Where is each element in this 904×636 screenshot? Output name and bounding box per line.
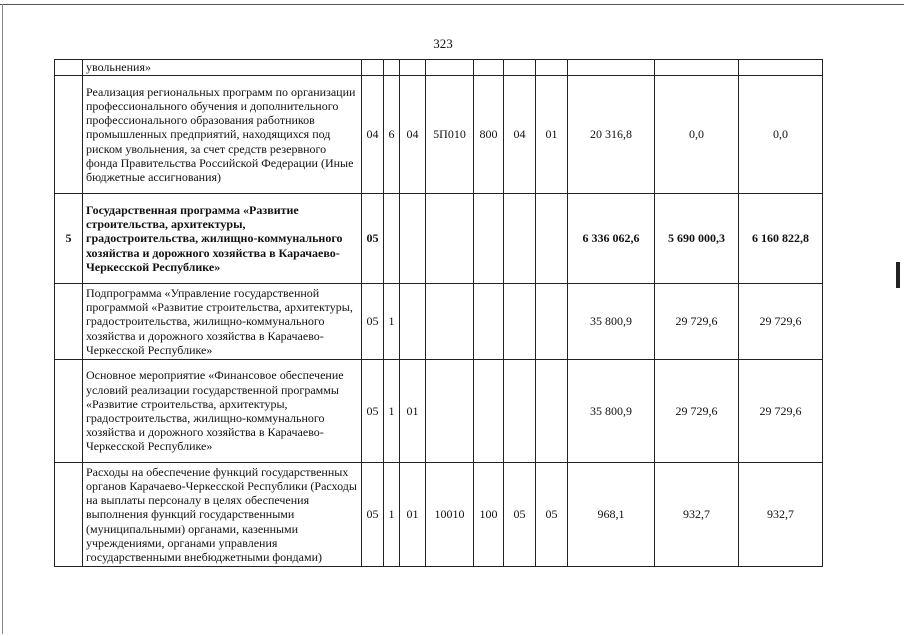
amount-year-2: 932,7 [655,463,739,567]
row-description: Расходы на обеспечение функций государственных органов Карачаево-Черкесской Республики (Расходы на выплаты персоналу в целях обеспечения выполнения функций государственными (муниципальными) органами, казенными учреждениями, органами управления государственными внебюджетными фондами) [83,463,362,567]
row-description: Реализация региональных программ по организации профессионального обучения и дополнительного профессионального образования работников промышленных предприятий, находящихся под риском увольнения, за счет средств резервного фонда Правительства Российской Федерации (Иные бюджетные ассигнования) [83,76,362,194]
code-subsection: 05 [536,463,568,567]
amount-year-2: 5 690 000,3 [655,194,739,284]
code-expense-type: 800 [474,76,504,194]
amount-year-1: 20 316,8 [568,76,655,194]
amount-year-3: 932,7 [739,463,823,567]
code-program [362,60,384,76]
amount-year-1: 968,1 [568,463,655,567]
row-number [55,76,83,194]
code-subsection [536,194,568,284]
code-measure: 01 [400,360,426,463]
code-direction [426,60,474,76]
code-expense-type: 100 [474,463,504,567]
code-subprogram: 1 [384,463,400,567]
code-expense-type [474,360,504,463]
row-number [55,60,83,76]
amount-year-2 [655,60,739,76]
table-row [55,60,823,76]
code-program: 05 [362,360,384,463]
row-number [55,284,83,360]
code-section [504,60,536,76]
code-expense-type [474,194,504,284]
code-measure [400,194,426,284]
row-number [55,463,83,567]
code-direction [426,284,474,360]
amount-year-3 [739,60,823,76]
row-description: Государственная программа «Развитие строительства, архитектуры, градостроительства, жилищно-коммунального хозяйства и дорожного хозяйства в Карачаево-Черкесской Республике» [83,194,362,284]
code-subprogram: 6 [384,76,400,194]
code-expense-type [474,284,504,360]
code-subprogram: 1 [384,360,400,463]
row-description: увольнения» [83,60,362,76]
binding-mark [896,262,900,288]
amount-year-3: 0,0 [739,76,823,194]
amount-year-1: 6 336 062,6 [568,194,655,284]
code-program: 05 [362,463,384,567]
code-subprogram [384,194,400,284]
scan-border-left [2,4,3,634]
budget-table [54,59,823,567]
code-measure: 01 [400,463,426,567]
code-direction [426,194,474,284]
code-section: 04 [504,76,536,194]
code-program: 05 [362,194,384,284]
table-row [55,463,823,567]
code-subprogram [384,60,400,76]
code-subsection: 01 [536,76,568,194]
code-program: 04 [362,76,384,194]
row-number [55,360,83,463]
code-measure: 04 [400,76,426,194]
amount-year-1: 35 800,9 [568,284,655,360]
code-subsection [536,360,568,463]
code-subsection [536,60,568,76]
code-section [504,284,536,360]
scan-border-top [0,4,904,5]
amount-year-3: 6 160 822,8 [739,194,823,284]
amount-year-2: 29 729,6 [655,360,739,463]
code-direction: 5П010 [426,76,474,194]
code-direction [426,360,474,463]
amount-year-1 [568,60,655,76]
code-subprogram: 1 [384,284,400,360]
table-row [55,284,823,360]
row-description: Основное мероприятие «Финансовое обеспечение условий реализации государственной программы «Развитие строительства, архитектуры, градостроительства, жилищно-коммунального хозяйства и дорожного хозяйства в Карачаево-Черкесской Республике» [83,360,362,463]
amount-year-2: 0,0 [655,76,739,194]
code-program: 05 [362,284,384,360]
row-number: 5 [55,194,83,284]
amount-year-3: 29 729,6 [739,284,823,360]
code-measure [400,284,426,360]
amount-year-1: 35 800,9 [568,360,655,463]
table-row [55,76,823,194]
table-row [55,360,823,463]
amount-year-2: 29 729,6 [655,284,739,360]
code-section [504,194,536,284]
code-section [504,360,536,463]
page-number: 323 [433,36,453,51]
code-expense-type [474,60,504,76]
code-section: 05 [504,463,536,567]
code-subsection [536,284,568,360]
amount-year-3: 29 729,6 [739,360,823,463]
code-measure [400,60,426,76]
table-row-program [55,194,823,284]
code-direction: 10010 [426,463,474,567]
row-description: Подпрограмма «Управление государственной программой «Развитие строительства, архитектуры, градостроительства, жилищно-коммунального хозяйства и дорожного хозяйства в Карачаево-Черкесской Республике» [83,284,362,360]
